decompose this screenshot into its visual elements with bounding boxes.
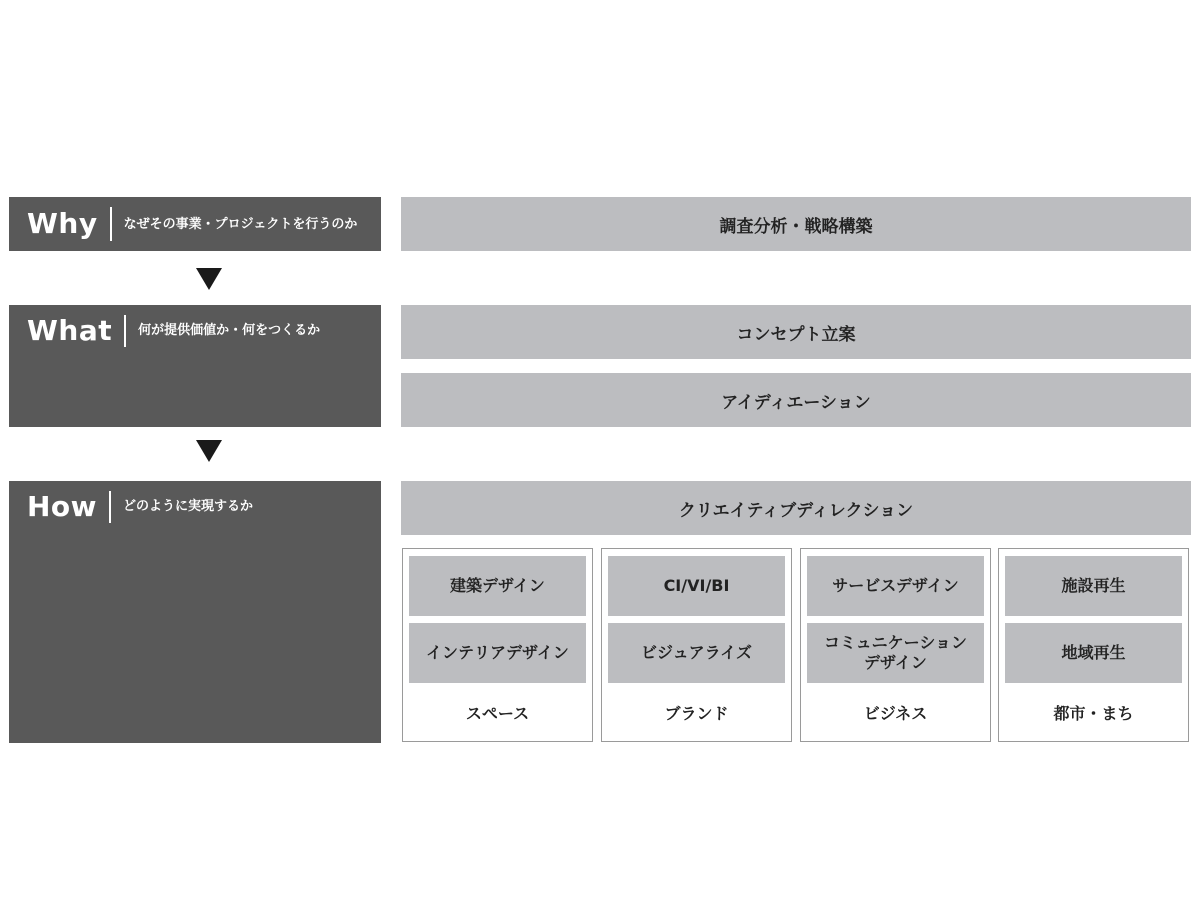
column-item: CI/VI/BI [608, 556, 785, 616]
stage-divider [109, 491, 111, 523]
column-brand [601, 548, 792, 742]
stage-what [9, 305, 381, 427]
bar-creative-direction: クリエイティブディレクション [401, 481, 1191, 535]
stage-divider [124, 315, 126, 347]
stage-why [9, 197, 381, 251]
column-item: コミュニケーション デザイン [807, 623, 984, 683]
stage-title: Why [27, 207, 98, 240]
column-item: インテリアデザイン [409, 623, 586, 683]
stage-divider [110, 207, 112, 241]
bar-research-strategy: 調査分析・戦略構築 [401, 197, 1191, 251]
column-label: ビジネス [863, 704, 928, 723]
stage-subtitle: なぜその事業・プロジェクトを行うのか [123, 216, 358, 232]
stage-subtitle: 何が提供価値か・何をつくるか [138, 323, 321, 338]
column-item: 施設再生 [1005, 556, 1182, 616]
down-arrow-icon [196, 268, 222, 290]
column-item: サービスデザイン [807, 556, 984, 616]
bar-concept: コンセプト立案 [401, 305, 1191, 359]
column-label: ブランド [664, 704, 729, 723]
stage-title: What [27, 314, 113, 347]
column-business [800, 548, 991, 742]
column-label: 都市・まち [1053, 704, 1134, 723]
stage-title: How [27, 490, 98, 523]
column-space [402, 548, 593, 742]
column-item: 地域再生 [1005, 623, 1182, 683]
down-arrow-icon [196, 440, 222, 462]
column-label: スペース [465, 704, 530, 723]
column-city [998, 548, 1189, 742]
stage-how [9, 481, 381, 743]
column-item: 建築デザイン [409, 556, 586, 616]
stage-subtitle: どのように実現するか [123, 499, 254, 514]
bar-ideation: アイディエーション [401, 373, 1191, 427]
column-item: ビジュアライズ [608, 623, 785, 683]
